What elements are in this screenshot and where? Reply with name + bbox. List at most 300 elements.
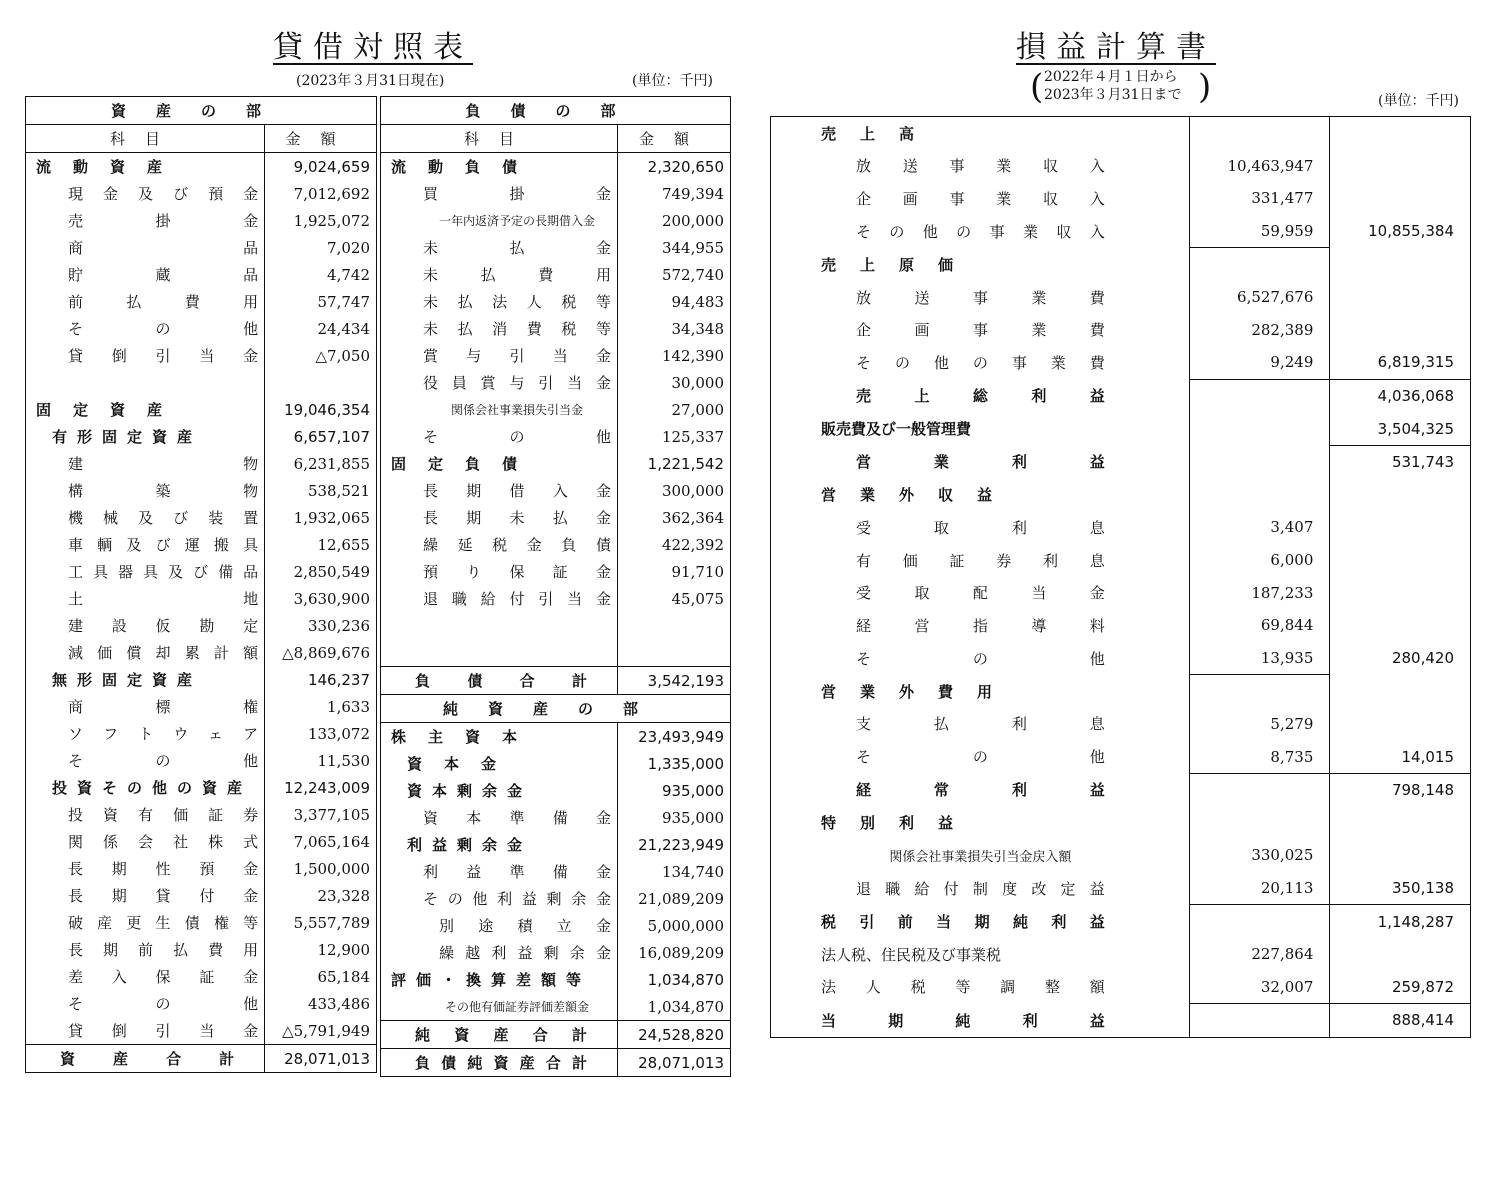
pl-row-right: 798,148	[1391, 781, 1454, 800]
row-amount: 7,065,164	[293, 832, 370, 851]
row-label	[381, 667, 618, 695]
row-amount: 133,072	[307, 724, 370, 743]
pl-row-label-text: 企画事業費	[856, 321, 1105, 340]
row-label-text: 利益準備金	[423, 863, 611, 881]
row-label-text: 減価償却累計額	[68, 644, 259, 662]
row-label	[381, 777, 618, 804]
pl-row	[771, 872, 1471, 905]
row-label	[26, 990, 265, 1017]
row-label-text: 商品	[68, 239, 259, 257]
row-label-text: 構築物	[68, 482, 259, 500]
asset-row	[26, 585, 377, 612]
assets-total-row	[26, 1045, 377, 1073]
pl-row-label-text: 放送事業費	[856, 288, 1105, 307]
row-label	[26, 477, 265, 504]
pl-period-to: 2023年３月31日まで	[1044, 87, 1182, 103]
pl-row-label-text: 当期純利益	[821, 1011, 1105, 1030]
row-amount: 19,046,354	[284, 400, 370, 419]
asset-row	[26, 801, 377, 828]
equity-row	[381, 831, 731, 858]
pl-row-right: 280,420	[1391, 649, 1454, 668]
row-amount: △7,050	[315, 346, 370, 365]
pl-row	[771, 740, 1471, 773]
equity-row	[381, 858, 731, 885]
pl-row-mid	[1189, 806, 1330, 839]
pl-unit: (単位：千円)	[1378, 93, 1459, 109]
pl-row-mid: 10,463,947	[1189, 150, 1330, 183]
row-label-text: 繰越利益剰余金	[439, 944, 611, 962]
row-label-text: 流動負債	[391, 158, 540, 176]
asset-row	[26, 936, 377, 963]
pl-row	[771, 215, 1471, 248]
row-label-text: その他利益剰余金	[423, 890, 611, 908]
row-amount	[617, 639, 730, 667]
row-label	[26, 774, 265, 801]
pl-row-right	[1330, 479, 1471, 512]
row-amount: 362,364	[661, 508, 724, 527]
pl-row-mid: 282,389	[1189, 314, 1330, 347]
pl-row	[771, 379, 1471, 412]
pl-row	[771, 314, 1471, 347]
col-amount: 金額	[265, 125, 377, 153]
liability-row	[381, 234, 731, 261]
row-label-text: その他有価証券評価差額金	[444, 1000, 589, 1014]
pl-row-mid: 6,527,676	[1189, 281, 1330, 314]
row-amount: 1,221,542	[647, 454, 724, 473]
liability-row	[381, 396, 731, 423]
equity-header-row	[381, 695, 731, 723]
row-label-text: 貸倒引当金	[68, 347, 259, 365]
row-amount: 300,000	[661, 481, 724, 500]
pl-row-label-text: 退職給付制度改定益	[856, 879, 1105, 898]
assets-table	[25, 96, 377, 1073]
pl-row-label	[771, 905, 1190, 938]
row-label-text: 賞与引当金	[423, 347, 611, 365]
row-amount: 6,657,107	[293, 427, 370, 446]
asset-row	[26, 531, 377, 558]
pl-row-mid	[1189, 479, 1330, 512]
pl-row-label	[771, 839, 1190, 872]
row-amount: 1,500,000	[293, 859, 370, 878]
pl-row-right	[1330, 281, 1471, 314]
row-label-text: 投資有価証券	[68, 806, 259, 824]
pl-row-mid: 6,000	[1189, 544, 1330, 577]
pl-row-label-text: 税引前当期純利益	[821, 912, 1105, 931]
liability-row	[381, 639, 731, 667]
row-amount: 146,237	[307, 670, 370, 689]
pl-row-right: 4,036,068	[1377, 387, 1454, 406]
pl-row-label-text: 関係会社事業損失引当金戻入額	[889, 849, 1072, 865]
pl-row-label-text: 売上総利益	[856, 387, 1105, 406]
row-label-text: 破産更生債権等	[68, 914, 259, 932]
row-label	[381, 342, 618, 369]
row-label	[26, 423, 265, 450]
row-label-text: 役員賞与引当金	[423, 374, 611, 392]
row-amount: 935,000	[661, 781, 724, 800]
pl-row-mid: 8,735	[1189, 740, 1330, 773]
row-label	[381, 831, 618, 858]
pl-row-mid	[1189, 445, 1330, 478]
row-label-text: 未払法人税等	[423, 293, 611, 311]
bs-date: (2023年３月31日現在)	[296, 73, 445, 89]
pl-row-right: 531,743	[1391, 453, 1454, 472]
liability-row	[381, 585, 731, 612]
liability-row	[381, 531, 731, 558]
row-label	[26, 180, 265, 207]
row-amount: 12,900	[317, 940, 370, 959]
pl-row-label-text: 受取配当金	[856, 584, 1105, 603]
row-label-text: 評価・換算差額等	[391, 971, 592, 989]
row-label	[381, 396, 618, 423]
liability-row	[381, 315, 731, 342]
pl-row-right	[1330, 806, 1471, 839]
income-statement-table	[770, 116, 1471, 1038]
row-amount: 200,000	[661, 211, 724, 230]
row-label-text: 貯蔵品	[68, 266, 259, 284]
row-label-text: 長期未払金	[423, 509, 611, 527]
row-label-text: 純資産合計	[415, 1026, 587, 1044]
row-amount: 422,392	[661, 535, 724, 554]
row-label	[26, 828, 265, 855]
asset-row	[26, 1017, 377, 1045]
row-amount: 3,377,105	[293, 805, 370, 824]
row-label	[26, 504, 265, 531]
col-item: 科目	[381, 125, 618, 153]
row-label-text: 負債純資産合計	[415, 1054, 587, 1072]
asset-row	[26, 963, 377, 990]
asset-row	[26, 315, 377, 342]
row-amount: 433,486	[307, 994, 370, 1013]
row-label-text: 一年内返済予定の長期借入金	[438, 214, 595, 228]
row-amount: 65,184	[317, 967, 370, 986]
row-label	[381, 504, 618, 531]
row-amount: 7,012,692	[293, 184, 370, 203]
row-amount: 21,089,209	[638, 889, 724, 908]
row-amount: 1,034,870	[647, 970, 724, 989]
pl-row-label-text: 企画事業収入	[856, 189, 1105, 208]
pl-row-label-text: 支払利息	[856, 715, 1105, 734]
pl-row	[771, 346, 1471, 379]
row-label	[381, 612, 618, 639]
pl-row	[771, 248, 1471, 281]
pl-row-label-text: その他の事業費	[856, 354, 1105, 373]
row-label-text: 現金及び預金	[68, 185, 259, 203]
row-amount: 23,328	[317, 886, 370, 905]
row-label	[26, 612, 265, 639]
row-label-text: 関係会社事業損失引当金	[450, 403, 583, 417]
row-label	[381, 450, 618, 477]
liability-row	[381, 612, 731, 639]
row-label	[381, 369, 618, 396]
row-label	[26, 342, 265, 369]
asset-row	[26, 639, 377, 666]
row-label	[381, 558, 618, 585]
pl-row-label-text: 営業外収益	[821, 486, 1017, 505]
pl-period-from: 2022年４月１日から	[1044, 69, 1178, 85]
asset-row	[26, 153, 377, 181]
row-amount: 57,747	[317, 292, 370, 311]
row-label-text: 繰延税金負債	[423, 536, 611, 554]
liability-row	[381, 450, 731, 477]
row-amount: 142,390	[661, 346, 724, 365]
pl-row-right	[1330, 182, 1471, 215]
bs-unit: (単位：千円)	[632, 73, 713, 89]
pl-row-mid	[1189, 248, 1330, 281]
asset-row	[26, 720, 377, 747]
row-label-text: その他	[423, 428, 611, 446]
pl-row	[771, 150, 1471, 183]
asset-row	[26, 504, 377, 531]
row-label	[381, 1021, 618, 1049]
liability-row	[381, 288, 731, 315]
row-label	[26, 153, 265, 181]
row-label	[381, 153, 618, 181]
pl-row-label-text: 営業外費用	[821, 682, 1017, 701]
equity-row	[381, 939, 731, 966]
row-label	[26, 261, 265, 288]
row-label-text: 資本剰余金	[407, 782, 533, 800]
row-label-text: 固定負債	[391, 455, 540, 473]
pl-row-right	[1330, 675, 1471, 708]
row-amount: △5,791,949	[282, 1021, 370, 1040]
pl-row-label	[771, 740, 1190, 773]
row-label	[26, 855, 265, 882]
pl-row	[771, 412, 1471, 445]
pl-row-label	[771, 773, 1190, 806]
pl-row-label-text: 経常利益	[856, 781, 1105, 800]
row-label	[381, 288, 618, 315]
row-amount: 9,024,659	[293, 157, 370, 176]
row-amount: 7,020	[327, 238, 370, 257]
liability-row	[381, 153, 731, 181]
row-amount: 27,000	[671, 400, 724, 419]
row-label-text: 固定資産	[36, 401, 185, 419]
row-amount: 1,335,000	[647, 754, 724, 773]
pl-row-label	[771, 872, 1190, 905]
liability-row	[381, 342, 731, 369]
asset-row	[26, 774, 377, 801]
pl-row-mid	[1189, 412, 1330, 445]
pl-row-label	[771, 511, 1190, 544]
row-amount: 134,740	[661, 862, 724, 881]
pl-row-mid	[1189, 1004, 1330, 1038]
row-label	[26, 909, 265, 936]
pl-row	[771, 773, 1471, 806]
pl-row-right	[1330, 314, 1471, 347]
row-amount: △8,869,676	[282, 643, 370, 662]
pl-row-label-text: 有価証券利息	[856, 551, 1105, 570]
row-label	[26, 369, 265, 396]
row-label	[381, 858, 618, 885]
pl-row-label-text: その他	[856, 649, 1105, 668]
equity-row	[381, 966, 731, 993]
pl-row-label	[771, 544, 1190, 577]
row-label-text: 未払金	[423, 239, 611, 257]
pl-row-label-text: 法人税、住民税及び事業税	[821, 945, 1002, 964]
row-label-text: 長期前払費用	[68, 941, 259, 959]
row-label	[381, 804, 618, 831]
liab-header: 負債の部	[381, 97, 731, 125]
pl-row-label	[771, 248, 1190, 281]
row-label-text: ソフトウェア	[68, 725, 259, 743]
row-label	[381, 993, 618, 1021]
row-label	[26, 585, 265, 612]
pl-row	[771, 970, 1471, 1003]
row-amount: 330,236	[307, 616, 370, 635]
pl-row	[771, 708, 1471, 741]
row-label	[381, 531, 618, 558]
row-label	[26, 396, 265, 423]
asset-row	[26, 747, 377, 774]
row-amount: 24,528,820	[617, 1021, 730, 1049]
pl-row-right	[1330, 248, 1471, 281]
equity-header: 純資産の部	[381, 695, 731, 723]
row-amount: 749,394	[661, 184, 724, 203]
pl-row-mid: 9,249	[1189, 346, 1330, 379]
equity-row	[381, 750, 731, 777]
pl-row-mid: 32,007	[1189, 970, 1330, 1003]
equity-row	[381, 723, 731, 751]
asset-row	[26, 450, 377, 477]
row-amount: 5,000,000	[647, 916, 724, 935]
row-label	[26, 936, 265, 963]
pl-row-label	[771, 576, 1190, 609]
row-amount: 538,521	[307, 481, 370, 500]
row-label-text: その他	[68, 752, 259, 770]
row-label-text: 売掛金	[68, 212, 259, 230]
row-label	[26, 801, 265, 828]
pl-row-label-text: 営業利益	[856, 453, 1105, 472]
pl-row-label	[771, 412, 1190, 445]
row-amount: 21,223,949	[638, 835, 724, 854]
row-amount: 11,530	[317, 751, 370, 770]
pl-row	[771, 117, 1471, 150]
pl-row-mid	[1189, 675, 1330, 708]
pl-row	[771, 806, 1471, 839]
pl-row-right: 888,414	[1391, 1011, 1454, 1030]
pl-row	[771, 1004, 1471, 1038]
pl-row-label	[771, 708, 1190, 741]
row-amount: 91,710	[671, 562, 724, 581]
row-label	[26, 558, 265, 585]
pl-row-label-text: 放送事業収入	[856, 157, 1105, 176]
pl-row-label	[771, 182, 1190, 215]
pl-row-label	[771, 314, 1190, 347]
liability-row	[381, 504, 731, 531]
pl-row-right: 3,504,325	[1330, 412, 1471, 445]
equity-row	[381, 777, 731, 804]
row-amount: 30,000	[671, 373, 724, 392]
row-amount: 94,483	[671, 292, 724, 311]
pl-row-right	[1330, 117, 1471, 150]
row-label-text: 退職給付引当金	[423, 590, 611, 608]
row-label-text: 未払費用	[423, 266, 611, 284]
pl-row-mid: 5,279	[1189, 708, 1330, 741]
pl-row-right	[1330, 544, 1471, 577]
pl-row	[771, 544, 1471, 577]
pl-row-right	[1330, 839, 1471, 872]
row-label	[381, 234, 618, 261]
row-label	[381, 885, 618, 912]
asset-row	[26, 369, 377, 396]
asset-row	[26, 558, 377, 585]
row-label	[26, 666, 265, 693]
row-amount	[265, 369, 377, 396]
pl-row	[771, 182, 1471, 215]
row-amount: 45,075	[671, 589, 724, 608]
pl-row-label	[771, 970, 1190, 1003]
pl-row	[771, 511, 1471, 544]
pl-row-right: 259,872	[1330, 970, 1471, 1003]
row-label-text: 資本準備金	[423, 809, 611, 827]
row-label	[381, 939, 618, 966]
pl-row-right	[1330, 150, 1471, 183]
pl-row-mid: 20,113	[1189, 872, 1330, 905]
pl-row-label	[771, 215, 1190, 248]
row-label	[26, 207, 265, 234]
pl-row-mid: 13,935	[1189, 642, 1330, 675]
liability-row	[381, 558, 731, 585]
asset-row	[26, 477, 377, 504]
pl-row-label-text: 法人税等調整額	[821, 978, 1105, 997]
row-amount: 3,630,900	[293, 589, 370, 608]
pl-row	[771, 675, 1471, 708]
pl-row-label-text: その他の事業収入	[856, 222, 1105, 241]
liability-row	[381, 423, 731, 450]
row-label	[26, 450, 265, 477]
row-label	[381, 966, 618, 993]
row-amount: 16,089,209	[638, 943, 724, 962]
pl-row-label	[771, 938, 1190, 971]
row-label-text: 長期性預金	[68, 860, 259, 878]
row-label-text: 建設仮勘定	[68, 617, 259, 635]
row-label	[381, 585, 618, 612]
pl-row	[771, 609, 1471, 642]
row-label	[381, 477, 618, 504]
row-label-text: 長期貸付金	[68, 887, 259, 905]
liability-row	[381, 369, 731, 396]
equity-total-row	[381, 1021, 731, 1049]
row-label	[26, 234, 265, 261]
row-label	[26, 693, 265, 720]
pl-row-mid: 59,959	[1189, 215, 1330, 248]
pl-row-label	[771, 117, 1190, 150]
row-label-text: 無形固定資産	[52, 671, 203, 689]
row-amount: 935,000	[661, 808, 724, 827]
row-amount: 3,542,193	[617, 667, 730, 695]
pl-row-mid: 69,844	[1189, 609, 1330, 642]
row-label-text: 関係会社株式	[68, 833, 259, 851]
row-label-text: 車輌及び運搬具	[68, 536, 259, 554]
row-label	[26, 315, 265, 342]
row-amount: 28,071,013	[265, 1045, 377, 1073]
pl-row-label-text: 販売費及び一般管理費	[821, 420, 972, 439]
asset-row	[26, 612, 377, 639]
row-amount: 344,955	[661, 238, 724, 257]
pl-row-label-text: 売上原価	[821, 255, 978, 274]
pl-row-right	[1330, 511, 1471, 544]
pl-row-right: 350,138	[1330, 872, 1471, 905]
liabilities-table	[380, 96, 731, 1077]
equity-row	[381, 885, 731, 912]
pl-row-label-text: 受取利息	[856, 518, 1105, 537]
pl-row-right: 10,855,384	[1368, 222, 1454, 241]
assets-header: 資産の部	[26, 97, 377, 125]
pl-row	[771, 905, 1471, 938]
pl-row-label	[771, 675, 1190, 708]
pl-row-mid	[1189, 773, 1330, 806]
row-amount: 12,655	[317, 535, 370, 554]
